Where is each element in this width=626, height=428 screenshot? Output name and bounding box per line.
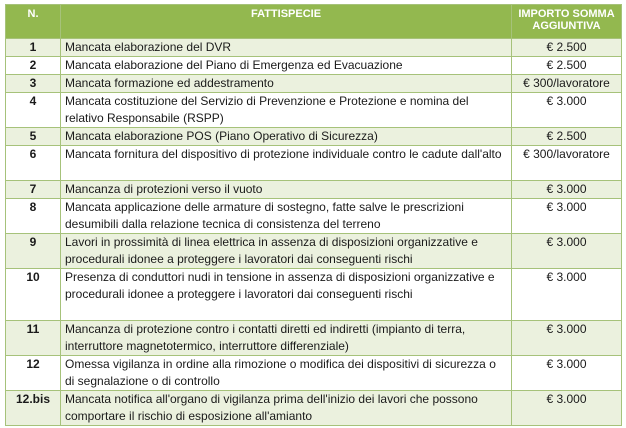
sanctions-table (5, 4, 622, 426)
table-header-row (6, 5, 622, 39)
row-description: Mancata elaborazione del Piano di Emergenza ed Evacuazione (61, 57, 512, 75)
row-description: Mancata elaborazione del DVR (61, 39, 512, 57)
row-description: Lavori in prossimità di linea elettrica in assenza di disposizioni organizzative e procedurali idonee a proteggere i lavoratori dai conseguenti rischi (61, 234, 512, 269)
row-number: 8 (6, 199, 61, 234)
table-row (6, 181, 622, 199)
table-row (6, 93, 622, 128)
table-row (6, 234, 622, 269)
header-number: N. (6, 5, 61, 39)
table-row (6, 146, 622, 181)
row-amount: € 2.500 (512, 128, 622, 146)
row-number: 2 (6, 57, 61, 75)
row-amount: € 2.500 (512, 39, 622, 57)
table-row (6, 128, 622, 146)
row-description: Mancata fornitura del dispositivo di protezione individuale contro le cadute dall'alto (61, 146, 512, 181)
row-amount: € 300/lavoratore (512, 75, 622, 93)
row-number: 5 (6, 128, 61, 146)
row-amount: € 3.000 (512, 199, 622, 234)
row-amount: € 3.000 (512, 93, 622, 128)
row-amount: € 3.000 (512, 356, 622, 391)
row-number: 3 (6, 75, 61, 93)
row-number: 1 (6, 39, 61, 57)
table-row (6, 391, 622, 426)
row-number: 6 (6, 146, 61, 181)
row-description: Mancata costituzione del Servizio di Prevenzione e Protezione e nomina del relativo Responsabile (RSPP) (61, 93, 512, 128)
table-row (6, 321, 622, 356)
header-amount: IMPORTO SOMMA AGGIUNTIVA (512, 5, 622, 39)
table-row (6, 75, 622, 93)
row-number: 7 (6, 181, 61, 199)
row-number: 12 (6, 356, 61, 391)
table-row (6, 57, 622, 75)
row-amount: € 3.000 (512, 234, 622, 269)
row-amount: € 3.000 (512, 269, 622, 321)
row-amount: € 3.000 (512, 181, 622, 199)
row-description: Mancata applicazione delle armature di sostegno, fatte salve le prescrizioni desumibili dalla relazione tecnica di consistenza del terreno (61, 199, 512, 234)
table-row (6, 199, 622, 234)
row-description: Mancata notifica all'organo di vigilanza prima dell'inizio dei lavori che possono comportare il rischio di esposizione all'amianto (61, 391, 512, 426)
row-number: 12.bis (6, 391, 61, 426)
row-description: Mancata elaborazione POS (Piano Operativo di Sicurezza) (61, 128, 512, 146)
row-amount: € 3.000 (512, 391, 622, 426)
row-description: Mancata formazione ed addestramento (61, 75, 512, 93)
row-number: 10 (6, 269, 61, 321)
table-row (6, 39, 622, 57)
table-row (6, 269, 622, 321)
row-number: 11 (6, 321, 61, 356)
row-description: Omessa vigilanza in ordine alla rimozione o modifica dei dispositivi di sicurezza o di segnalazione o di controllo (61, 356, 512, 391)
row-number: 4 (6, 93, 61, 128)
header-description: FATTISPECIE (61, 5, 512, 39)
table-row (6, 356, 622, 391)
row-amount: € 3.000 (512, 321, 622, 356)
row-description: Mancanza di protezioni verso il vuoto (61, 181, 512, 199)
row-description: Presenza di conduttori nudi in tensione in assenza di disposizioni organizzative e procedurali idonee a proteggere i lavoratori dai conseguenti rischi (61, 269, 512, 321)
row-amount: € 2.500 (512, 57, 622, 75)
row-amount: € 300/lavoratore (512, 146, 622, 181)
row-description: Mancanza di protezione contro i contatti diretti ed indiretti (impianto di terra, interruttore magnetotermico, interruttore differenziale) (61, 321, 512, 356)
row-number: 9 (6, 234, 61, 269)
